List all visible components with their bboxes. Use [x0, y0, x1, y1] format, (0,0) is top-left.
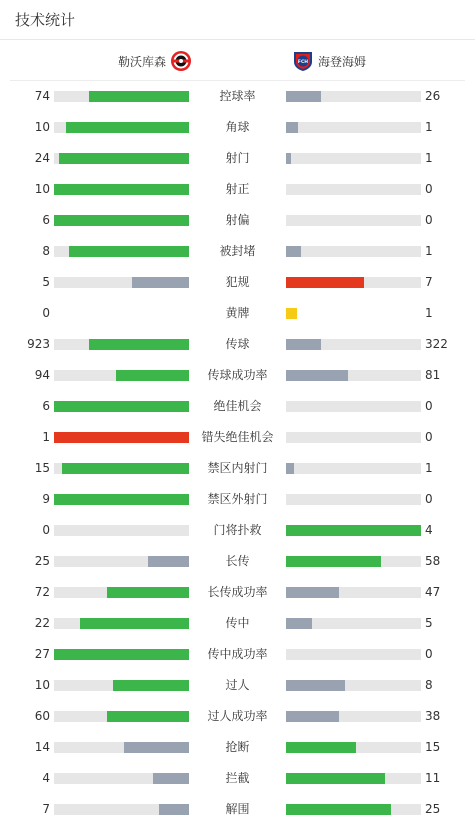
away-stat-bar-fill — [286, 680, 345, 691]
away-team-logo-icon — [292, 50, 314, 72]
stat-row — [0, 763, 475, 794]
away-stat-value: 81 — [425, 368, 441, 382]
away-stat-bar-fill — [286, 525, 421, 536]
away-stat-bar-fill — [286, 711, 339, 722]
stat-label: 绝佳机会 — [213, 399, 262, 413]
home-stat-bar-fill — [124, 742, 189, 753]
away-stat-bar-fill — [286, 277, 364, 288]
stat-label: 犯规 — [225, 275, 250, 289]
away-stat-bar — [286, 711, 421, 722]
away-stat-value: 1 — [425, 306, 433, 320]
home-stat-bar — [54, 122, 189, 133]
stat-row — [0, 701, 475, 732]
away-stat-bar — [286, 215, 421, 226]
away-stat-bar — [286, 618, 421, 629]
home-stat-value: 4 — [42, 771, 50, 785]
home-stat-value: 22 — [34, 616, 50, 630]
home-stat-value: 0 — [42, 523, 50, 537]
home-stat-bar — [54, 618, 189, 629]
home-stat-bar — [54, 494, 189, 505]
home-stat-value: 60 — [34, 709, 50, 723]
stats-list — [0, 81, 475, 825]
stat-row — [0, 732, 475, 763]
away-stat-value: 1 — [425, 120, 433, 134]
stat-row — [0, 329, 475, 360]
home-stat-value: 9 — [42, 492, 50, 506]
home-stat-value: 27 — [34, 647, 50, 661]
stat-label: 过人成功率 — [207, 709, 268, 723]
stat-label: 射正 — [225, 182, 250, 196]
home-stat-bar — [54, 463, 189, 474]
away-stat-value: 1 — [425, 461, 433, 475]
home-stat-bar — [54, 277, 189, 288]
home-stat-bar — [54, 649, 189, 660]
away-stat-value: 0 — [425, 399, 433, 413]
stat-row — [0, 360, 475, 391]
away-stat-bar-fill — [286, 308, 297, 319]
home-stat-bar — [54, 308, 189, 319]
away-stat-bar-fill — [286, 153, 291, 164]
home-stat-bar — [54, 370, 189, 381]
home-stat-bar — [54, 587, 189, 598]
home-stat-value: 923 — [27, 337, 50, 351]
stat-label: 传球 — [225, 337, 250, 351]
home-team-logo-icon — [170, 50, 192, 72]
stat-label: 传球成功率 — [207, 368, 268, 382]
away-stat-value: 7 — [425, 275, 433, 289]
away-stat-bar — [286, 680, 421, 691]
stat-row — [0, 484, 475, 515]
away-stat-value: 38 — [425, 709, 441, 723]
stat-label: 黄牌 — [225, 306, 250, 320]
away-stat-bar-fill — [286, 339, 321, 350]
stat-label: 传中成功率 — [207, 647, 268, 661]
home-stat-bar — [54, 804, 189, 815]
away-stat-value: 0 — [425, 492, 433, 506]
stat-row — [0, 546, 475, 577]
home-stat-bar-fill — [107, 587, 189, 598]
stat-label: 禁区外射门 — [207, 492, 268, 506]
away-stat-value: 5 — [425, 616, 433, 630]
home-stat-bar-fill — [62, 463, 189, 474]
home-stat-bar — [54, 680, 189, 691]
away-stat-bar — [286, 587, 421, 598]
away-stat-bar-fill — [286, 463, 294, 474]
away-stat-bar-fill — [286, 246, 301, 257]
home-stat-value: 94 — [34, 368, 50, 382]
away-stat-bar — [286, 401, 421, 412]
stat-label: 门将扑救 — [213, 523, 262, 537]
away-stat-bar — [286, 91, 421, 102]
away-stat-bar — [286, 339, 421, 350]
home-stat-bar — [54, 742, 189, 753]
stat-row — [0, 112, 475, 143]
home-stat-bar-fill — [54, 649, 189, 660]
away-stat-bar — [286, 277, 421, 288]
away-stat-bar — [286, 773, 421, 784]
stat-row — [0, 174, 475, 205]
stat-row — [0, 670, 475, 701]
home-stat-bar — [54, 215, 189, 226]
stat-label: 过人 — [225, 678, 250, 692]
home-stat-bar — [54, 91, 189, 102]
home-stat-value: 7 — [42, 802, 50, 816]
away-stat-bar — [286, 308, 421, 319]
away-stat-bar-fill — [286, 122, 298, 133]
stat-label: 解围 — [225, 802, 250, 816]
home-stat-bar — [54, 711, 189, 722]
home-stat-bar-fill — [59, 153, 189, 164]
home-stat-value: 10 — [34, 120, 50, 134]
away-stat-value: 1 — [425, 151, 433, 165]
away-stat-bar — [286, 463, 421, 474]
home-stat-value: 10 — [34, 182, 50, 196]
away-team[interactable] — [292, 41, 366, 81]
away-stat-value: 8 — [425, 678, 433, 692]
stat-row — [0, 577, 475, 608]
stat-label: 控球率 — [219, 89, 256, 103]
home-stat-value: 24 — [34, 151, 50, 165]
stat-label: 传中 — [225, 616, 250, 630]
home-stat-bar — [54, 246, 189, 257]
home-stat-value: 15 — [34, 461, 50, 475]
home-stat-bar-fill — [153, 773, 189, 784]
away-stat-bar — [286, 184, 421, 195]
home-stat-bar-fill — [113, 680, 189, 691]
away-stat-value: 0 — [425, 647, 433, 661]
home-stat-bar-fill — [116, 370, 189, 381]
home-stat-value: 5 — [42, 275, 50, 289]
home-stat-bar-fill — [54, 494, 189, 505]
stat-label: 长传 — [225, 554, 250, 568]
away-stat-bar-fill — [286, 773, 385, 784]
home-stat-value: 25 — [34, 554, 50, 568]
home-stat-bar — [54, 153, 189, 164]
home-team-name: 勒沃库森 — [117, 54, 166, 69]
away-stat-value: 25 — [425, 802, 441, 816]
stat-label: 错失绝佳机会 — [201, 430, 274, 444]
home-stat-value: 0 — [42, 306, 50, 320]
stat-row — [0, 205, 475, 236]
away-team-name: 海登海姆 — [318, 54, 367, 69]
stat-label: 射偏 — [225, 213, 250, 227]
away-stat-bar-fill — [286, 91, 321, 102]
stat-row — [0, 515, 475, 546]
away-stat-value: 322 — [425, 337, 448, 351]
home-team[interactable] — [118, 41, 192, 81]
away-team-logo-text: FCH — [297, 60, 309, 65]
away-stat-value: 47 — [425, 585, 441, 599]
home-stat-bar — [54, 525, 189, 536]
home-stat-bar-fill — [159, 804, 189, 815]
home-stat-value: 14 — [34, 740, 50, 754]
away-stat-bar — [286, 649, 421, 660]
away-stat-value: 26 — [425, 89, 441, 103]
page-title: 技术统计 — [15, 11, 76, 29]
stat-label: 抢断 — [225, 740, 250, 754]
stat-label: 拦截 — [225, 771, 250, 785]
home-stat-bar-fill — [107, 711, 189, 722]
stat-label: 禁区内射门 — [207, 461, 268, 475]
away-stat-bar — [286, 742, 421, 753]
away-stat-bar-fill — [286, 587, 339, 598]
away-stat-bar — [286, 432, 421, 443]
away-stat-bar — [286, 153, 421, 164]
stat-row — [0, 143, 475, 174]
home-stat-bar-fill — [66, 122, 189, 133]
stat-row — [0, 639, 475, 670]
stat-label: 角球 — [225, 120, 250, 134]
teams-header — [10, 41, 465, 81]
away-stat-value: 4 — [425, 523, 433, 537]
home-stat-bar — [54, 184, 189, 195]
home-stat-bar — [54, 432, 189, 443]
home-stat-bar — [54, 773, 189, 784]
away-stat-bar — [286, 525, 421, 536]
stat-row — [0, 267, 475, 298]
stat-row — [0, 391, 475, 422]
stat-row — [0, 298, 475, 329]
away-stat-bar — [286, 246, 421, 257]
home-stat-bar-fill — [80, 618, 189, 629]
home-stat-value: 1 — [42, 430, 50, 444]
away-stat-bar-fill — [286, 556, 381, 567]
away-stat-bar-fill — [286, 618, 312, 629]
away-stat-bar — [286, 556, 421, 567]
away-stat-bar — [286, 494, 421, 505]
home-stat-value: 74 — [34, 89, 50, 103]
stat-row — [0, 81, 475, 112]
away-stat-value: 0 — [425, 430, 433, 444]
stat-label: 长传成功率 — [207, 585, 268, 599]
home-stat-value: 10 — [34, 678, 50, 692]
away-stat-value: 0 — [425, 213, 433, 227]
home-stat-value: 8 — [42, 244, 50, 258]
stat-label: 被封堵 — [219, 244, 256, 258]
stat-row — [0, 453, 475, 484]
home-stat-bar-fill — [54, 432, 189, 443]
away-stat-value: 0 — [425, 182, 433, 196]
home-stat-bar — [54, 556, 189, 567]
stat-label: 射门 — [225, 151, 250, 165]
stat-row — [0, 608, 475, 639]
away-stat-value: 11 — [425, 771, 441, 785]
home-stat-value: 6 — [42, 399, 50, 413]
home-stat-value: 6 — [42, 213, 50, 227]
away-stat-bar-fill — [286, 804, 391, 815]
home-stat-bar-fill — [54, 215, 189, 226]
away-stat-bar — [286, 122, 421, 133]
away-stat-value: 15 — [425, 740, 441, 754]
home-stat-bar-fill — [148, 556, 189, 567]
home-stat-bar-fill — [132, 277, 189, 288]
away-stat-bar — [286, 804, 421, 815]
home-stat-bar-fill — [69, 246, 189, 257]
away-stat-value: 1 — [425, 244, 433, 258]
away-stat-bar — [286, 370, 421, 381]
home-stat-bar-fill — [54, 184, 189, 195]
stat-row — [0, 236, 475, 267]
home-stat-bar-fill — [89, 339, 189, 350]
home-stat-value: 72 — [34, 585, 50, 599]
away-stat-bar-fill — [286, 742, 356, 753]
home-stat-bar — [54, 339, 189, 350]
stat-row — [0, 422, 475, 453]
away-stat-bar-fill — [286, 370, 348, 381]
title-bar — [0, 0, 475, 40]
home-stat-bar-fill — [54, 401, 189, 412]
away-stat-value: 58 — [425, 554, 441, 568]
stat-row — [0, 794, 475, 825]
home-stat-bar — [54, 401, 189, 412]
home-stat-bar-fill — [89, 91, 189, 102]
